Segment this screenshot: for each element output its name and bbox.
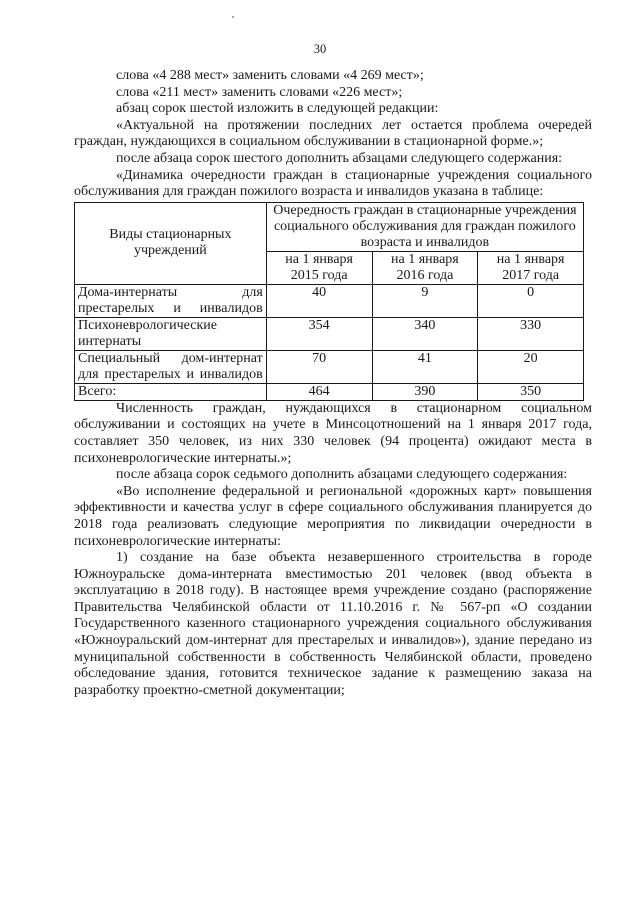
row-value-2017: 20 (478, 350, 584, 383)
scan-speck (232, 16, 234, 18)
row-value-2017: 350 (478, 383, 584, 400)
paragraph-replace-1: слова «4 288 мест» заменить словами «4 269 мест»; (116, 68, 424, 83)
header-year-2017: на 1 января 2017 года (478, 251, 584, 284)
table-header-row (75, 202, 584, 251)
header-institution-types: Виды стационарных учреждений (75, 202, 267, 284)
page-number: 30 (313, 42, 327, 56)
row-value-2016: 41 (372, 350, 478, 383)
header-year-2015: на 1 января 2015 года (266, 251, 372, 284)
paragraph-add-after-47: после абзаца сорок седьмого дополнить абзацами следующего содержания: (116, 467, 568, 483)
row-value-2015: 354 (266, 317, 372, 350)
row-value-2015: 70 (266, 350, 372, 383)
row-name: Психоневрологические интернаты (75, 317, 267, 350)
paragraph-roadmaps: «Во исполнение федеральной и региональной «дорожных карт» повышения эффективности и качества услуг в сфере социального обслуживания планируется до 2018 года реализовать следующие мероприятия по ликвидации очередности в психоневрологические интернаты: (74, 483, 592, 549)
row-value-2016: 9 (372, 284, 478, 317)
header-year-2016: на 1 января 2016 года (372, 251, 478, 284)
row-value-2016: 340 (372, 317, 478, 350)
table-row (75, 350, 584, 383)
paragraph-amend-46: абзац сорок шестой изложить в следующей редакции: (116, 101, 439, 117)
queue-table (74, 202, 584, 401)
header-queue-group: Очередность граждан в стационарные учреждения социального обслуживания для граждан пожилого возраста и инвалидов (266, 202, 583, 251)
row-name: Дома-интернаты для престарелых и инвалидов (75, 284, 267, 317)
table-row (75, 317, 584, 350)
document-body (74, 68, 592, 699)
row-value-2016: 390 (372, 383, 478, 400)
paragraph-item-1: 1) создание на базе объекта незавершенного строительства в городе Южноуральске дома-интерната вместимостью 201 человек (ввод объекта в эксплуатацию в 2018 году). В настоящее время учреждение создано (распоряжение Правительства Челябинской области от 11.10.2016 г. № 567-рп «О создании Государственного казенного стационарного учреждения социального обслуживания «Южноуральский дом-интернат для престарелых и инвалидов»), здание передано из муниципальной собственности в собственность Челябинской области, проведено обследование здания, готовится техническое задание к размещению заказа на разработку проектно-сметной документации; (74, 550, 592, 698)
paragraph-table-intro: «Динамика очередности граждан в стационарные учреждения социального обслуживания для граждан пожилого возраста и инвалидов указана в таблице: (74, 167, 592, 200)
table-row (75, 284, 584, 317)
row-name: Специальный дом-интернат для престарелых и инвалидов (75, 350, 267, 383)
row-value-2017: 0 (478, 284, 584, 317)
row-value-2017: 330 (478, 317, 584, 350)
paragraph-add-after-46: после абзаца сорок шестого дополнить абзацами следующего содержания: (116, 150, 563, 166)
paragraph-quote-queue: «Актуальной на протяжении последних лет остается проблема очередей граждан, нуждающихся в социальном обслуживании в стационарной форме.»; (74, 117, 592, 150)
paragraph-replace-2: слова «211 мест» заменить словами «226 мест»; (116, 84, 403, 100)
row-value-2015: 40 (266, 284, 372, 317)
row-name: Всего: (75, 383, 267, 400)
row-value-2015: 464 (266, 383, 372, 400)
paragraph-headcount: Численность граждан, нуждающихся в стационарном социальном обслуживании и состоящих на учете в Минсоцотношений на 1 января 2017 года, составляет 350 человек, из них 330 человек (94 процента) ожидают места в психоневрологические интернаты.»; (74, 400, 592, 466)
table-total-row (75, 383, 584, 400)
